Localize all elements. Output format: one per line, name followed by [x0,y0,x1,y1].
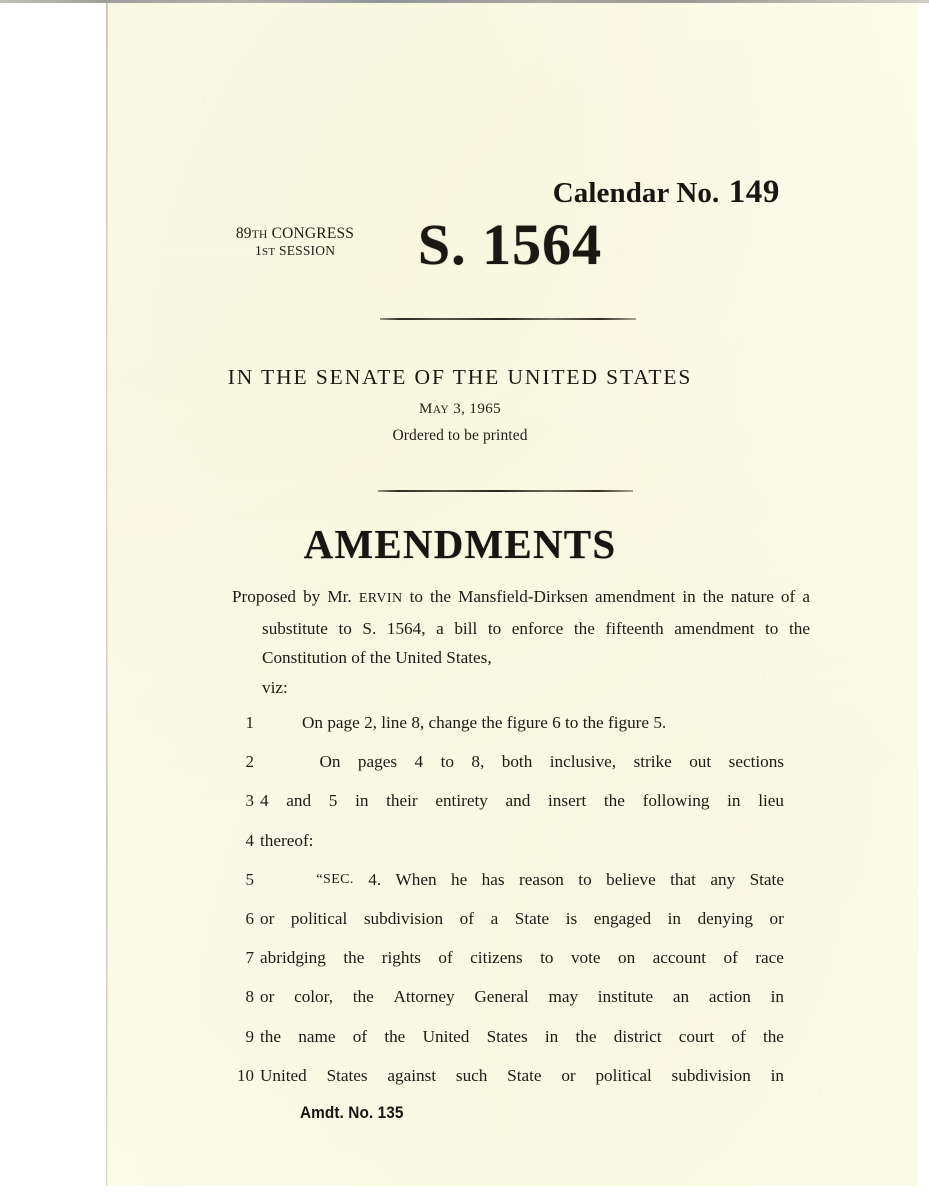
numbered-body-lines [228,708,784,1100]
proposal-body: to the Mansfield-Dirksen amendment in the nature of a substitute to S. 1564, a bill to enforce the fifteenth amendment to the Constitution of the United States, [262,587,810,667]
scan-left-margin [0,3,106,1200]
sponsor-name: ERVIN [358,591,403,606]
line-text: or color, the Attorney General may institute an action in [260,987,784,1007]
line-text: United States against such State or political subdivision in [260,1065,784,1085]
ordered-to-be-printed: Ordered to be printed [392,427,528,444]
amendment-number-footer: Amdt. No. 135 [300,1104,404,1122]
body-line [228,786,784,825]
scan-bottom-margin [0,1186,929,1200]
body-line [228,865,784,904]
calendar-number [480,174,780,211]
line-number: 3 [245,791,254,811]
congress-ordinal-number: 89 [235,225,252,242]
congress-word: CONGRESS [271,225,355,242]
body-line [228,1022,784,1061]
line-number: 1 [245,713,254,732]
scan-right-margin [918,3,929,1200]
line-text: On pages 4 to 8, both inclusive, strike out sections [319,752,784,772]
line-text: or political subdivision of a State is engaged in denying or [260,908,784,928]
line-number: 8 [245,987,254,1007]
proposal-prefix: Proposed by Mr. [232,587,359,606]
proposal-viz: viz: [262,677,288,697]
body-line [228,943,784,982]
body-line [228,1061,784,1100]
line-text: “SEC. 4. When he has reason to believe that any State [316,869,784,889]
session-ordinal-suffix: ST [262,246,276,259]
line-number: 7 [245,948,254,968]
body-line [228,982,784,1021]
line-text: On page 2, line 8, change the figure 6 to the figure 5. [302,713,667,732]
line-number: 2 [245,752,254,772]
calendar-number-value: 149 [728,174,780,210]
bill-number: S. 1564 [417,212,603,277]
line-number: 9 [245,1026,254,1046]
session-ordinal-number: 1 [254,244,263,260]
page-edge-shadow [106,3,108,1186]
line-text: thereof: [260,830,314,850]
body-line [228,826,784,865]
date-line [230,401,690,418]
calendar-label: Calendar No. [552,177,720,209]
body-line [228,904,784,943]
body-line [228,747,784,786]
date-rest: 3, 1965 [449,401,502,417]
date-month-rest: AY [432,404,450,416]
chamber-heading: IN THE SENATE OF THE UNITED STATES [227,365,693,389]
session-word: SESSION [278,243,336,259]
line-text: 4 and 5 in their entirety and insert the following in lieu [260,791,784,811]
line-number: 6 [245,908,254,928]
congress-ordinal-suffix: TH [251,229,268,241]
line-text: abridging the rights of citizens to vote on account of race [260,948,784,968]
line-number: 5 [245,869,254,889]
amendments-heading: AMENDMENTS [303,521,617,567]
line-number: 10 [237,1065,254,1085]
proposal-paragraph [232,582,810,702]
line-number: 4 [245,830,254,850]
date-month-initial: M [418,401,433,417]
horizontal-rule-top [380,318,636,320]
body-line [228,708,784,747]
horizontal-rule-bottom [378,490,633,492]
line-text: the name of the United States in the district court of the [260,1026,784,1046]
